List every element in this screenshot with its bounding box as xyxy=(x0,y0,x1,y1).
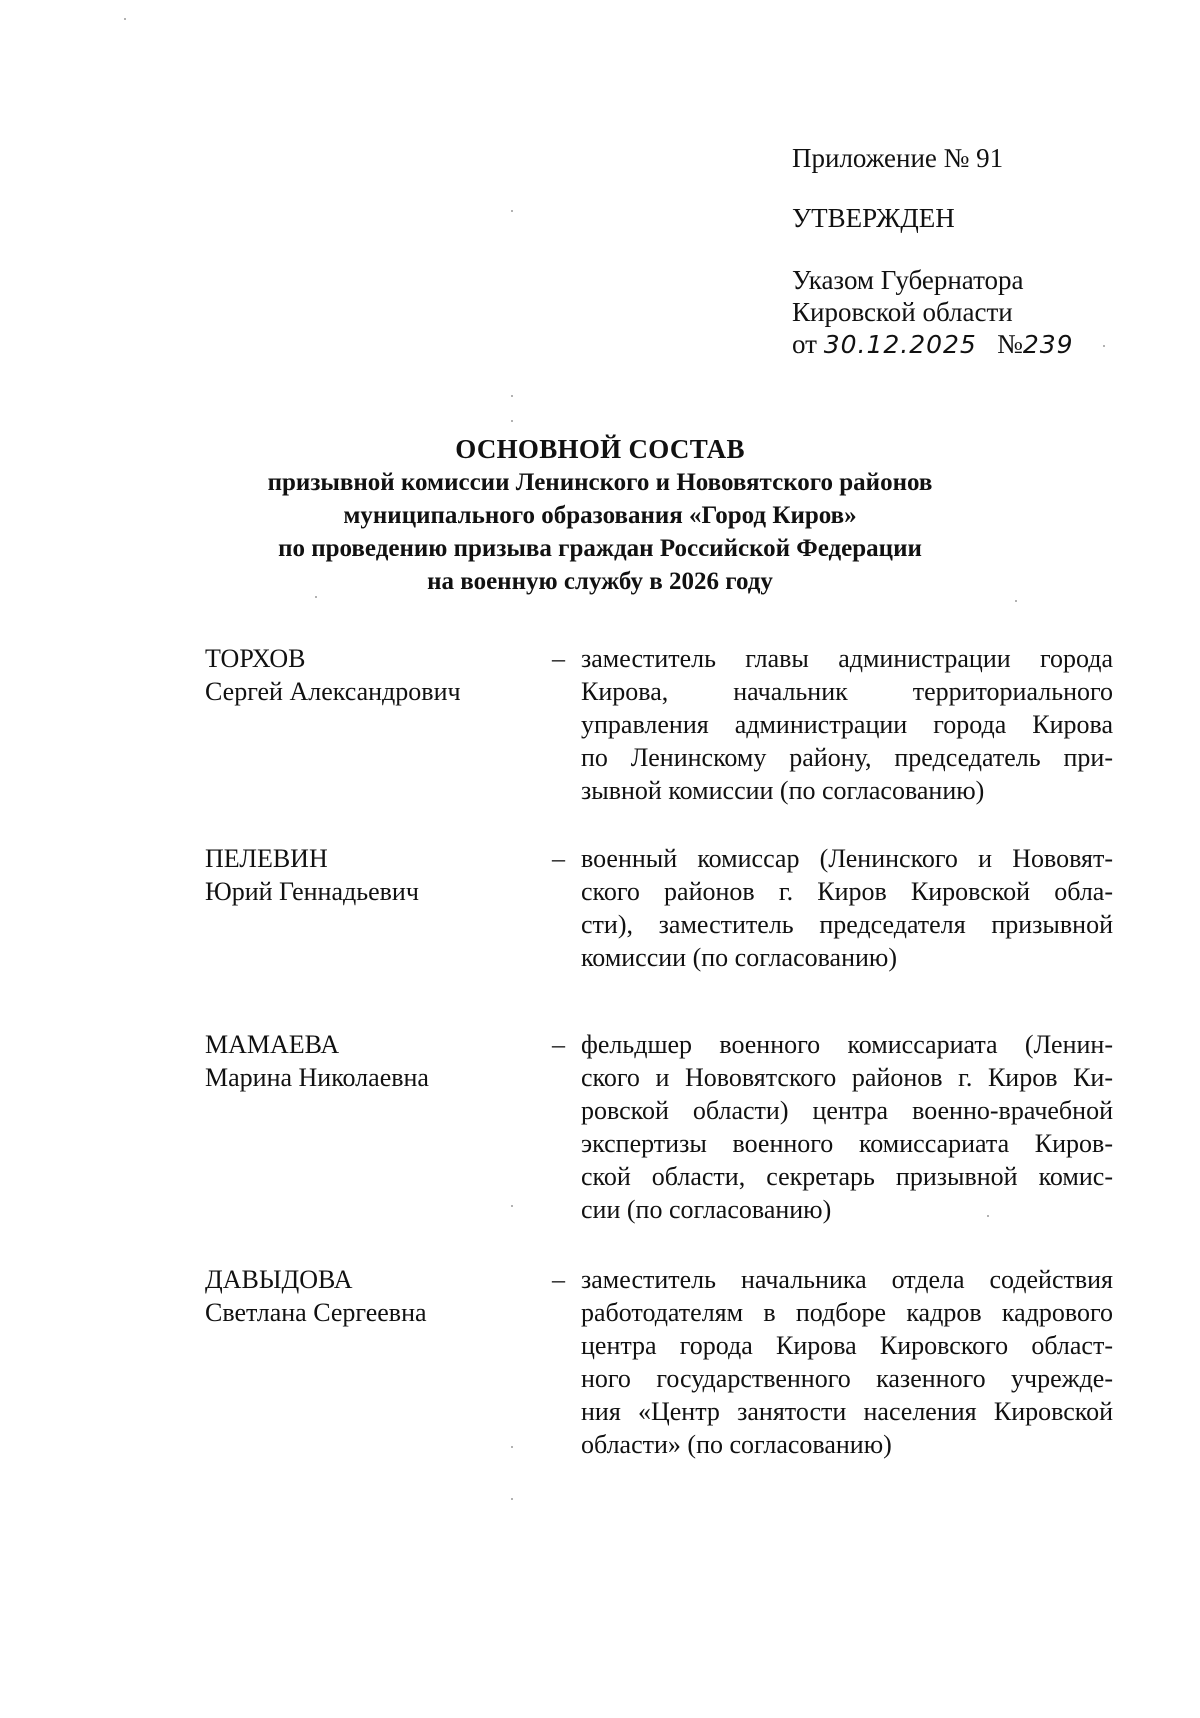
role-line: ского и Нововятского районов г. Киров Ки- xyxy=(581,1063,1113,1092)
separator-dash: – xyxy=(552,1030,565,1059)
separator-dash: – xyxy=(552,644,565,673)
title-line-3: по проведению призыва граждан Российской Федерации xyxy=(278,535,922,562)
scan-speck xyxy=(511,1205,513,1207)
role-line: ского районов г. Киров Кировской обла- xyxy=(581,877,1113,906)
role-line: сии (по согласованию) xyxy=(581,1195,832,1224)
member-role xyxy=(581,842,1113,974)
role-line: ровской области) центра военно-врачебной xyxy=(581,1096,1113,1125)
scan-speck xyxy=(1015,600,1017,602)
document-title xyxy=(0,432,1200,598)
title-line-4: на военную службу в 2026 году xyxy=(427,568,773,595)
member-surname: ТОРХОВ xyxy=(205,644,306,673)
member-given-names: Марина Николаевна xyxy=(205,1063,429,1092)
scan-speck xyxy=(511,1498,513,1500)
separator-dash: – xyxy=(552,1265,565,1294)
title-line-2: муниципального образования «Город Киров» xyxy=(343,502,857,529)
scan-speck xyxy=(124,18,126,20)
member-name xyxy=(205,842,535,908)
scan-speck xyxy=(1103,345,1105,347)
number-prefix: № xyxy=(997,329,1023,359)
member-role xyxy=(581,1028,1113,1226)
member-entry xyxy=(205,1028,1113,1226)
member-entry xyxy=(205,842,1113,974)
role-line: фельдшер военного комиссариата (Ленин- xyxy=(581,1030,1113,1059)
appendix-number: Приложение № 91 xyxy=(792,143,1004,173)
member-role xyxy=(581,642,1113,807)
role-line: области» (по согласованию) xyxy=(581,1430,892,1459)
date-prefix: от xyxy=(792,329,817,359)
scan-speck xyxy=(511,1446,513,1448)
member-entry xyxy=(205,1263,1113,1461)
scan-speck xyxy=(511,210,513,212)
approval-block xyxy=(792,142,1152,361)
role-line: по Ленинскому району, председатель при- xyxy=(581,743,1113,772)
role-line: Кирова, начальник территориального xyxy=(581,677,1113,706)
role-line: комиссии (по согласованию) xyxy=(581,943,897,972)
title-line-1: призывной комиссии Ленинского и Нововятского районов xyxy=(267,469,933,496)
separator-dash: – xyxy=(552,844,565,873)
title-main: ОСНОВНОЙ СОСТАВ xyxy=(455,434,745,464)
approved-stamp-text: УТВЕРЖДЕН xyxy=(792,203,955,233)
role-line: управления администрации города Кирова xyxy=(581,710,1113,739)
scan-speck xyxy=(511,420,513,422)
role-line: центра города Кирова Кировского област- xyxy=(581,1331,1113,1360)
role-line: ния «Центр занятости населения Кировской xyxy=(581,1397,1113,1426)
scan-speck xyxy=(987,1215,989,1217)
handwritten-date: 30.12.2025 xyxy=(823,330,977,359)
handwritten-number: 239 xyxy=(1022,330,1074,359)
member-name xyxy=(205,1028,535,1094)
member-given-names: Сергей Александрович xyxy=(205,677,461,706)
member-surname: МАМАЕВА xyxy=(205,1030,340,1059)
member-role xyxy=(581,1263,1113,1461)
member-surname: ПЕЛЕВИН xyxy=(205,844,328,873)
role-line: заместитель начальника отдела содействия xyxy=(581,1265,1113,1294)
role-line: работодателям в подборе кадров кадрового xyxy=(581,1298,1113,1327)
role-line: ного государственного казенного учрежде- xyxy=(581,1364,1113,1393)
decree-line-2: Кировской области xyxy=(792,297,1013,327)
commission-members-list xyxy=(205,642,1113,1461)
role-line: военный комиссар (Ленинского и Нововят- xyxy=(581,844,1113,873)
decree-line-1: Указом Губернатора xyxy=(792,265,1024,295)
member-entry xyxy=(205,642,1113,807)
role-line: экспертизы военного комиссариата Киров- xyxy=(581,1129,1113,1158)
member-surname: ДАВЫДОВА xyxy=(205,1265,353,1294)
scan-speck xyxy=(511,395,513,397)
decree-date-line xyxy=(792,328,1152,361)
member-name xyxy=(205,642,535,708)
role-line: зывной комиссии (по согласованию) xyxy=(581,776,985,805)
role-line: сти), заместитель председателя призывной xyxy=(581,910,1113,939)
role-line: заместитель главы администрации города xyxy=(581,644,1113,673)
role-line: ской области, секретарь призывной комис- xyxy=(581,1162,1113,1191)
member-name xyxy=(205,1263,535,1329)
member-given-names: Светлана Сергеевна xyxy=(205,1298,427,1327)
member-given-names: Юрий Геннадьевич xyxy=(205,877,419,906)
scan-speck xyxy=(315,596,317,598)
